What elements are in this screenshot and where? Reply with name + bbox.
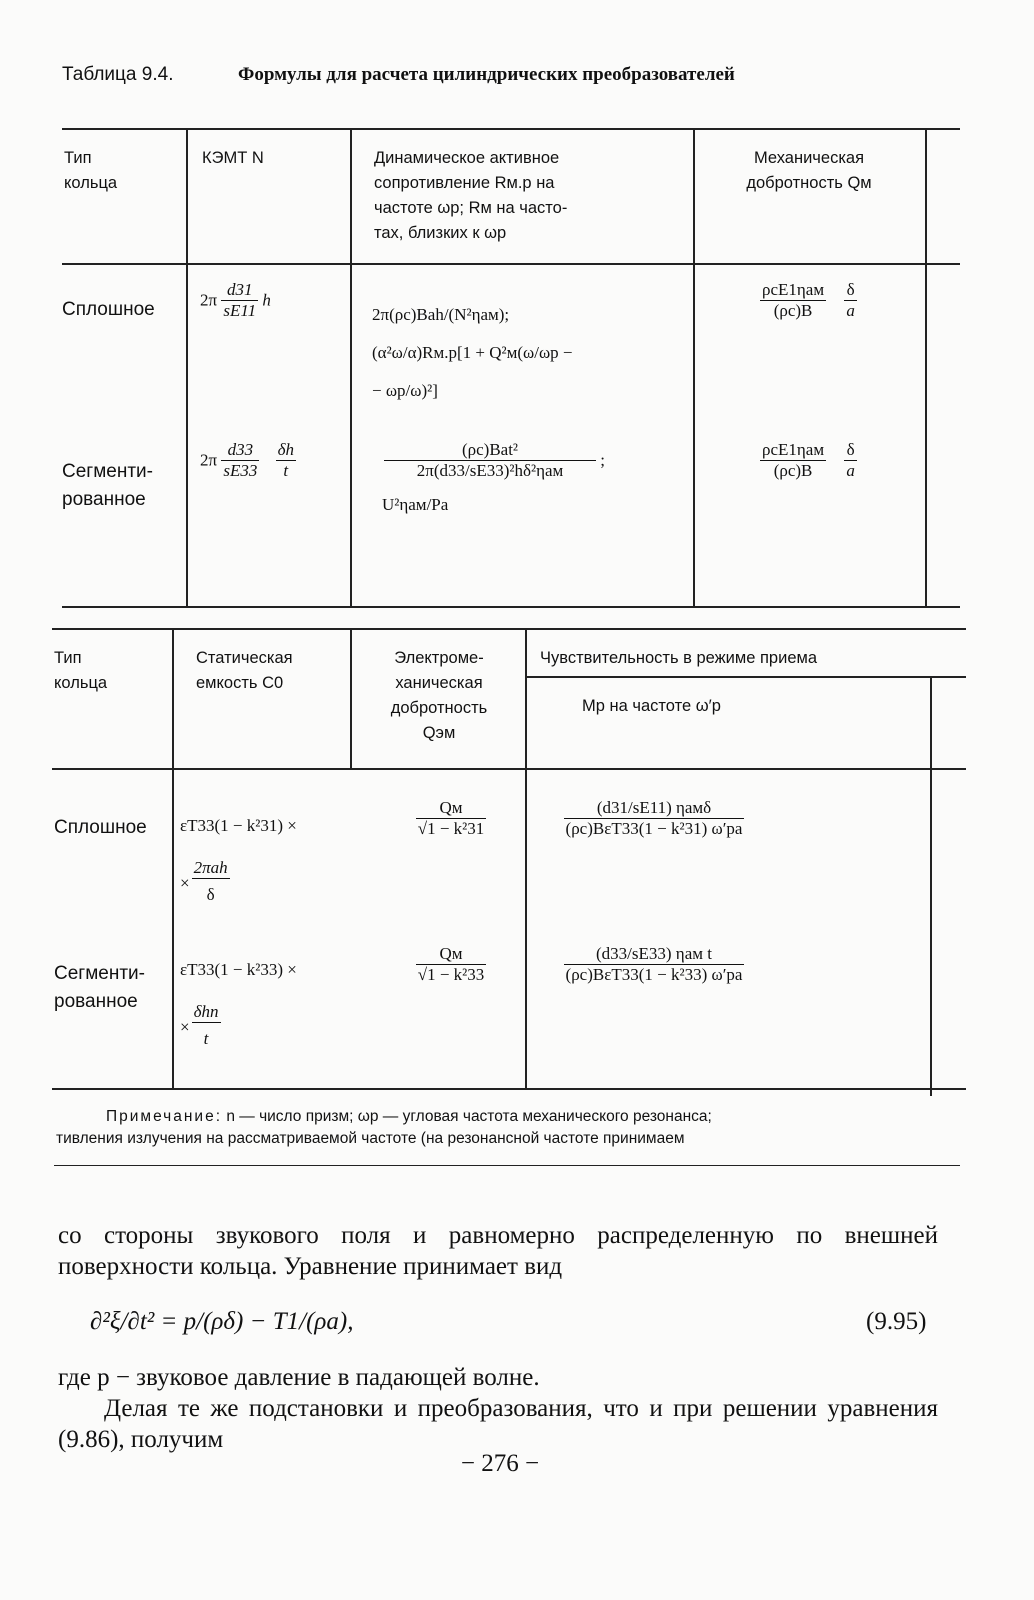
t1-row1-q-mech: $\frac{\text{ρcE1ηaм}}{(\rho c)B}$ $\frac{\delta}{a}$ [762, 280, 855, 320]
t2-header-ring-type: Тип кольца [54, 649, 108, 692]
equation-9-95: ∂²ξ/∂t² = p/(ρδ) − T1/(ρa), [90, 1308, 354, 1335]
t2-row2-sensitivity: $\frac{\text{(d33/sE33) ηaм t}}{\text{(ρc)BεT33(1 − k²33) ω′рa}}$ [565, 944, 743, 984]
table-note-line2: тивления излучения на рассматриваемой частоте (на резонансной частоте принимаем [56, 1130, 685, 1147]
t2-row1-capacitance: εT33(1 − k²31) × × $\frac{\text{2πah}}{\delta}$ [180, 816, 297, 911]
t2-row2-label: Сегменти- рованное [54, 963, 145, 1012]
paragraph-3: Делая те же подстановки и преобразования, что и при решении уравнения (9.86), получим [58, 1395, 938, 1453]
t2-row2-capacitance: εT33(1 − k²33) × × $\frac{\text{δhn}}{t}$ [180, 960, 297, 1055]
t1-row1-label: Сплошное [62, 299, 155, 320]
table-title: Формулы для расчета цилиндрических преобразователей [238, 64, 735, 85]
t1-header-ring-type: Тип кольца [64, 149, 118, 192]
t1-row2-resistance: $\frac{\text{(ρc)Bat²}}{\text{2π(d33/sE33)²hδ²ηaм}}$ ; U²ηaм/Pa [382, 440, 605, 514]
t1-row1-kemt: 2π $\frac{d31}{sE11}$ h [200, 280, 271, 320]
t2-row1-sensitivity: $\frac{\text{(d31/sE11) ηaмδ}}{\text{(ρc)BεT33(1 − k²31) ω′рa}}$ [565, 798, 743, 838]
equation-number: (9.95) [866, 1308, 927, 1335]
t2-row1-q-em: $\frac{Qм}{\text{√1 − k²31}}$ [417, 798, 485, 838]
t2-header-q-em: Электроме- ханическая добротность Qэм [390, 649, 488, 742]
t1-row1-resistance: 2π(ρc)Bah/(N²ηaм); (α²ω/α)Rм.р[1 + Q²м(ω/ωр − − ωр/ω)²] [372, 305, 573, 400]
paragraph-1: со стороны звукового поля и равномерно распределенную по внешней поверхности кольца. Уравнение принимает вид [58, 1222, 938, 1280]
t1-header-resistance: Динамическое активное сопротивление Rм.р на частоте ωр; Rм на часто- тах, близких к ωр [374, 149, 568, 242]
t2-header-capacitance: Статическая емкость C0 [196, 649, 293, 692]
t1-row2-kemt: 2π $\frac{d33}{sE33}$ $\frac{\delta h}{t}$ [200, 440, 294, 480]
paragraph-2: где p − звуковое давление в падающей волне. [58, 1364, 540, 1391]
t2-header-sensitivity-sub: Mр на частоте ω′р [582, 697, 721, 715]
t1-header-q-mech: Механическая добротность Qм [746, 149, 872, 192]
note-divider [54, 1165, 960, 1166]
t2-header-sensitivity: Чувствительность в режиме приема [540, 649, 818, 667]
t2-row1-label: Сплошное [54, 817, 147, 838]
table-label: Таблица 9.4. [62, 64, 174, 85]
t1-row2-label: Сегменти- рованное [62, 461, 153, 510]
t1-row2-q-mech: $\frac{\text{ρcE1ηaм}}{(\rho c)B}$ $\frac{\delta}{a}$ [762, 440, 855, 480]
page-number: − 276 − [460, 1450, 540, 1477]
t2-row2-q-em: $\frac{Qм}{\text{√1 − k²33}}$ [417, 944, 485, 984]
t1-header-kemt: КЭМТ N [202, 149, 264, 167]
table-note-line1: Примечание: n — число призм; ωр — угловая частота механического резонанса; [106, 1108, 712, 1125]
